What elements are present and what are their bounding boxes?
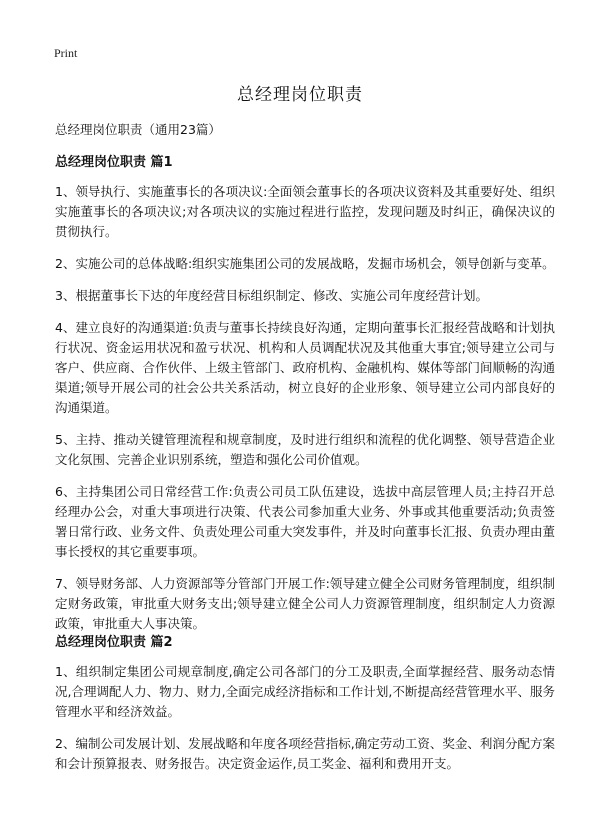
section-2 — [55, 631, 555, 786]
paragraph: 2、编制公司发展计划、发展战略和年度各项经营指标,确定劳动工资、奖金、利润分配方案和会计预算报表、财务报告。决定资金运作,员工奖金、福利和费用开支。 — [55, 736, 555, 771]
section-1 — [55, 151, 555, 646]
paragraph: 1、领导执行、实施董事长的各项决议:全面领会董事长的各项决议资料及其重要好处、组织实施董事长的各项决议;对各项决议的实施过程进行监控，发现问题及时纠正，确保决议的贯彻执行。 — [55, 184, 555, 239]
paragraph: 1、组织制定集团公司规章制度,确定公司各部门的分工及职责,全面掌握经营、服务动态情况,合理调配人力、物力、财力,全面完成经济指标和工作计划,不断提高经营管理水平、服务管理水平和经济效益。 — [55, 664, 555, 719]
print-link[interactable]: Print — [54, 46, 78, 60]
paragraph: 2、实施公司的总体战略:组织实施集团公司的发展战略，发掘市场机会，领导创新与变革。 — [55, 256, 555, 271]
paragraph: 7、领导财务部、人力资源部等分管部门开展工作:领导建立健全公司财务管理制度，组织制定财务政策，审批重大财务支出;领导建立健全公司人力资源管理制度，组织制定人力资源政策，审批重大人事决策。 — [55, 576, 555, 631]
section-heading: 总经理岗位职责 篇1 — [55, 155, 173, 170]
paragraph: 5、主持、推动关键管理流程和规章制度，及时进行组织和流程的优化调整、领导营造企业文化氛围、完善企业识别系统，塑造和强化公司价值观。 — [55, 432, 555, 467]
document-subtitle: 总经理岗位职责（通用23篇） — [55, 122, 221, 137]
paragraph: 4、建立良好的沟通渠道:负责与董事长持续良好沟通，定期向董事长汇报经营战略和计划执行状况、资金运用状况和盈亏状况、机构和人员调配状况及其他重大事宜;领导建立公司与客户、供应商、合作伙伴、上级主管部门、政府机构、金融机构、媒体等部门间顺畅的沟通渠道;领导开展公司的社会公共关系活动，树立良好的企业形象、领导建立公司内部良好的沟通渠道。 — [55, 320, 556, 415]
page-title: 总经理岗位职责 — [237, 85, 363, 105]
paragraph: 3、根据董事长下达的年度经营目标组织制定、修改、实施公司年度经营计划。 — [55, 288, 488, 303]
section-heading: 总经理岗位职责 篇2 — [55, 635, 173, 650]
paragraph: 6、主持集团公司日常经营工作:负责公司员工队伍建设，选拔中高层管理人员;主持召开总经理办公会，对重大事项进行决策、代表公司参加重大业务、外事或其他重要活动;负责签署日常行政、业务文件、负责处理公司重大突发事件，并及时向董事长汇报、负责办理由董事长授权的其它重要事项。 — [55, 484, 556, 559]
